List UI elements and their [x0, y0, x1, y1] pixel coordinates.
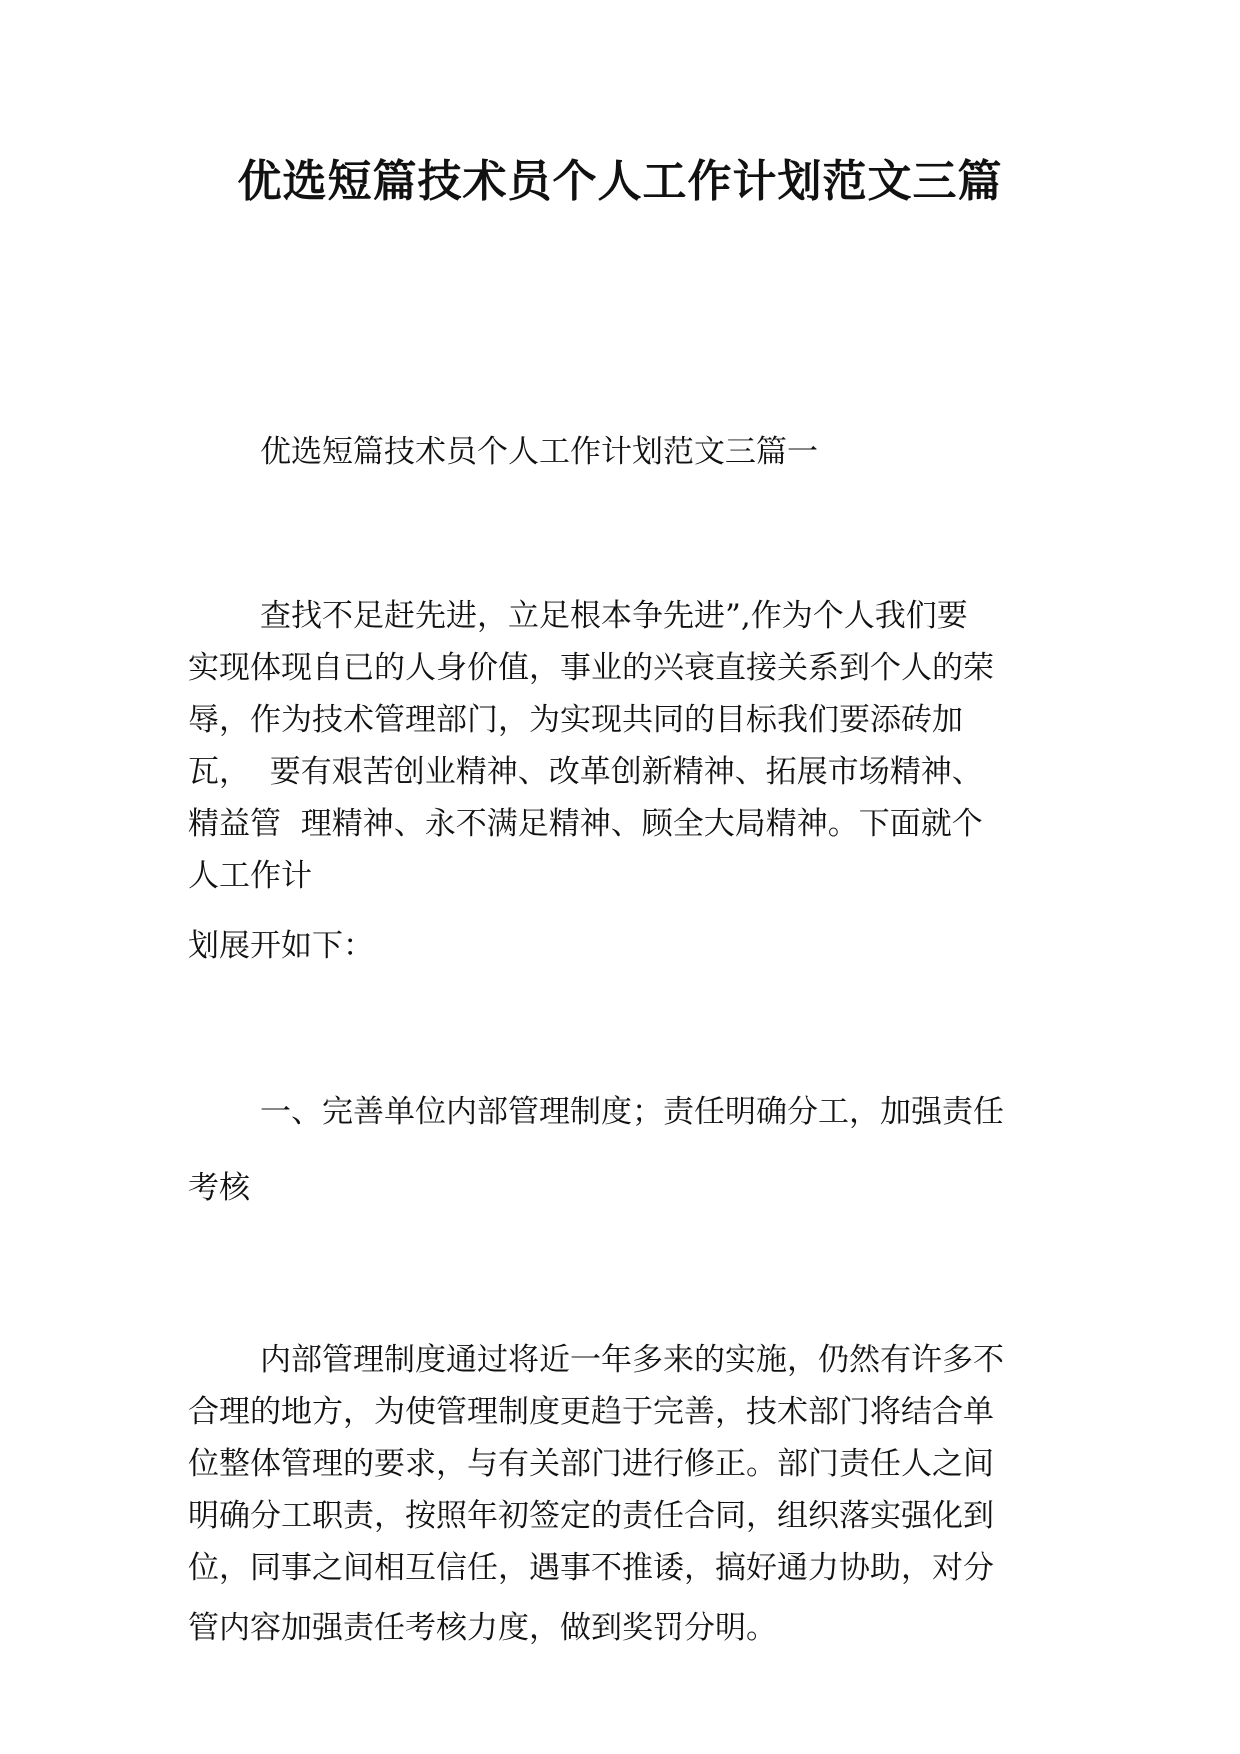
paragraph-line: 精益管 理精神、永不满足精神、顾全大局精神。下面就个 [188, 806, 983, 842]
section-subtitle: 优选短篇技术员个人工作计划范文三篇一 [260, 434, 818, 470]
paragraph-line: 明确分工职责，按照年初签定的责任合同，组织落实强化到 [188, 1498, 994, 1534]
document-title: 优选短篇技术员个人工作计划范文三篇 [237, 156, 1003, 207]
section-heading-line: 考核 [188, 1170, 250, 1206]
paragraph-line: 内部管理制度通过将近一年多来的实施，仍然有许多不 [260, 1342, 1004, 1378]
paragraph-line: 辱，作为技术管理部门，为实现共同的目标我们要添砖加 [188, 702, 963, 738]
paragraph-line: 位整体管理的要求，与有关部门进行修正。部门责任人之间 [188, 1446, 994, 1482]
paragraph-line: 管内容加强责任考核力度，做到奖罚分明。 [188, 1610, 777, 1646]
section-heading-line: 一、完善单位内部管理制度；责任明确分工，加强责任 [260, 1094, 1004, 1130]
paragraph-line: 合理的地方，为使管理制度更趋于完善，技术部门将结合单 [188, 1394, 994, 1430]
paragraph-line: 实现体现自已的人身价值，事业的兴衰直接关系到个人的荣 [188, 650, 994, 686]
paragraph-line: 人工作计 [188, 858, 312, 894]
paragraph-line: 查找不足赶先进，立足根本争先进”,作为个人我们要 [260, 598, 968, 634]
paragraph-line: 划展开如下： [188, 928, 374, 964]
paragraph-line: 瓦， 要有艰苦创业精神、改革创新精神、拓展市场精神、 [188, 754, 983, 790]
paragraph-line: 位，同事之间相互信任，遇事不推诿，搞好通力协助，对分 [188, 1550, 994, 1586]
